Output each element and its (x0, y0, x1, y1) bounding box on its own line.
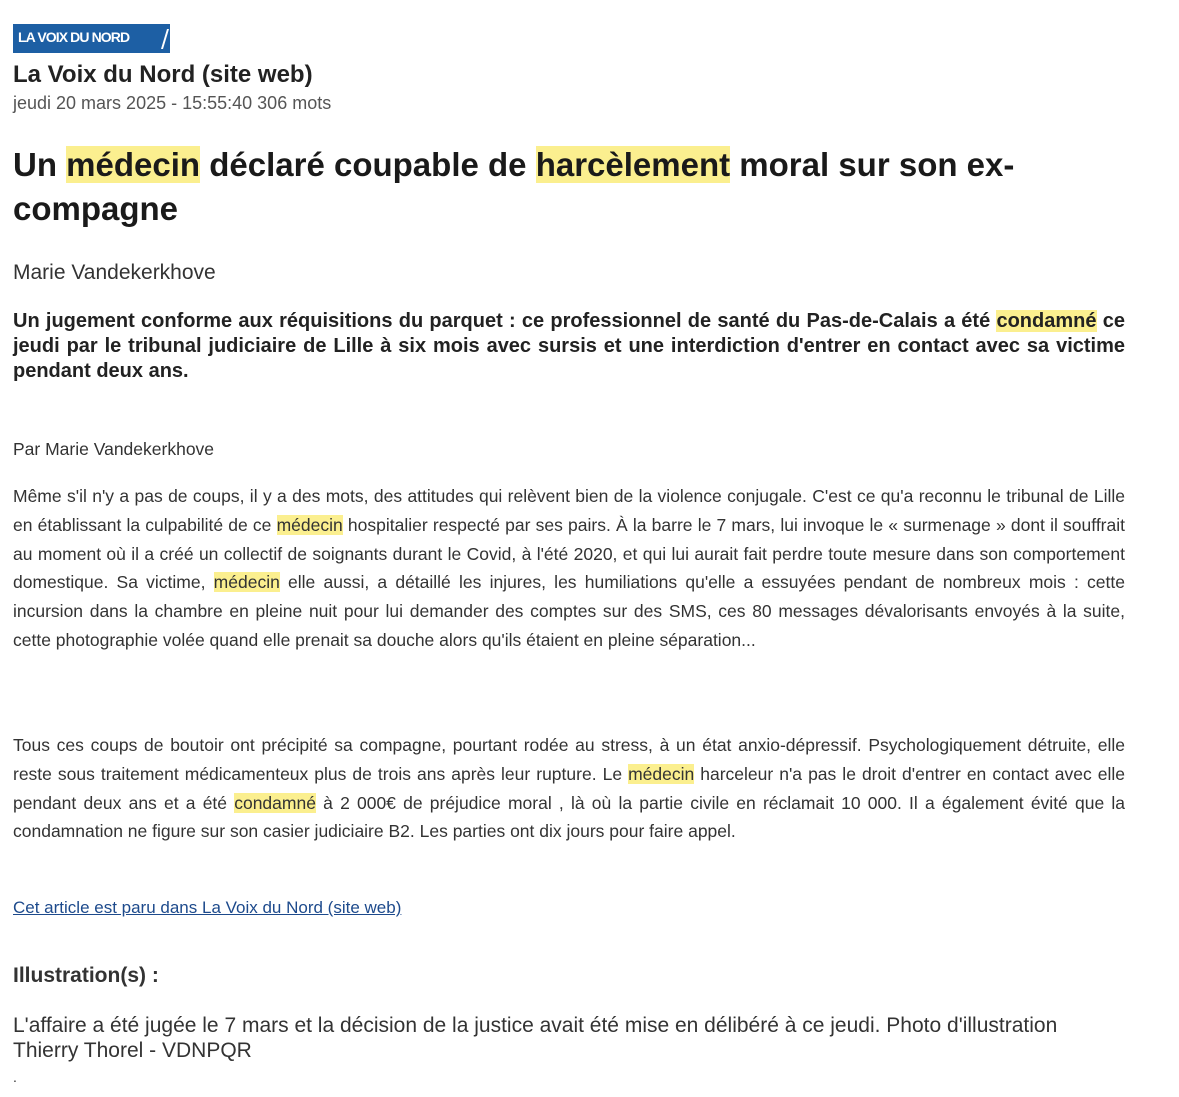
keyword-highlight: médecin (628, 763, 695, 784)
source-name: La Voix du Nord (site web) (13, 61, 313, 88)
headline-text: déclaré coupable de (200, 146, 536, 183)
article-meta (13, 93, 331, 114)
article-lead (13, 309, 1125, 384)
body-paragraph-1 (13, 482, 1125, 655)
logo-text: LA VOIX DU NORD (18, 29, 130, 45)
source-article-link[interactable]: Cet article est paru dans La Voix du Nord (site web) (13, 898, 402, 917)
keyword-highlight: médecin (276, 514, 343, 535)
lead-text: Un jugement conforme aux réquisitions du parquet : ce professionnel de santé du Pas-de-Calais a été (13, 310, 997, 332)
logo-slash-icon (152, 24, 170, 53)
headline-text: Un (13, 146, 67, 183)
lead-text: ce jeudi par le tribunal judiciaire de Lille à six mois avec sursis et une interdiction d'entrer en contact avec sa victime pendant deux ans. (13, 310, 1125, 382)
newspaper-logo (13, 24, 170, 53)
paragraph-text: Même s'il n'y a pas de coups, il y a des mots, des attitudes qui relèvent bien de la violence conjugale. C'est ce qu'a reconnu le tribunal de Lille en établissant la culpabilité de ce (13, 486, 1125, 535)
article-headline (13, 143, 1125, 231)
paragraph-text: harceleur n'a pas le droit d'entrer en contact avec elle pendant deux ans et a été (13, 763, 1125, 813)
trailing-mark: . (13, 1069, 17, 1085)
illustrations-heading: Illustration(s) : (13, 964, 159, 987)
keyword-highlight: condamné (234, 792, 316, 813)
paragraph-text: à 2 000€ de préjudice moral , là où la partie civile en réclamait 10 000. Il a également évité que la condamnation ne figure sur son casier judiciaire B2. Les parties ont dix jours pour faire appel. (13, 792, 1125, 842)
lead-highlight: condamné (996, 310, 1097, 332)
headline-highlight: harcèlement (535, 146, 731, 183)
publication-date: jeudi 20 mars 2025 - 15:55:40 (13, 93, 253, 113)
illustration-caption: L'affaire a été jugée le 7 mars et la décision de la justice avait été mise en délibéré à ce jeudi. Photo d'illustration Thierry Thorel - VDNPQR (13, 1014, 1058, 1062)
keyword-highlight: médecin (213, 572, 280, 593)
body-paragraph-2 (13, 731, 1125, 846)
paragraph-text: elle aussi, a détaillé les injures, les humiliations qu'elle a essuyées pendant de nombreux mois : cette incursion dans la chambre en pleine nuit pour lui demander des comptes sur des SMS, ces 80 messages dévalorisants envoyés à la suite, cette photographie volée quand elle prenait sa douche alors qu'ils étaient en pleine séparation... (13, 572, 1125, 650)
headline-text: moral sur son ex-compagne (13, 146, 1015, 227)
headline-highlight: médecin (66, 146, 201, 183)
author-line: Par Marie Vandekerkhove (13, 439, 215, 459)
byline: Marie Vandekerkhove (13, 261, 216, 284)
word-count: 306 mots (257, 93, 332, 113)
paragraph-text: hospitalier respecté par ses pairs. À la barre le 7 mars, lui invoque le « surmenage » dont il souffrait au moment où il a créé un collectif de soignants durant le Covid, à l'été 2020, et qui lui aurait fait perdre toute mesure dans son comportement domestique. Sa victime, (13, 514, 1125, 593)
paragraph-text: Tous ces coups de boutoir ont précipité sa compagne, pourtant rodée au stress, à un état anxio-dépressif. Psychologiquement détruite, elle reste sous traitement médicamenteux plus de trois ans après leur rupture. Le (13, 735, 1125, 784)
